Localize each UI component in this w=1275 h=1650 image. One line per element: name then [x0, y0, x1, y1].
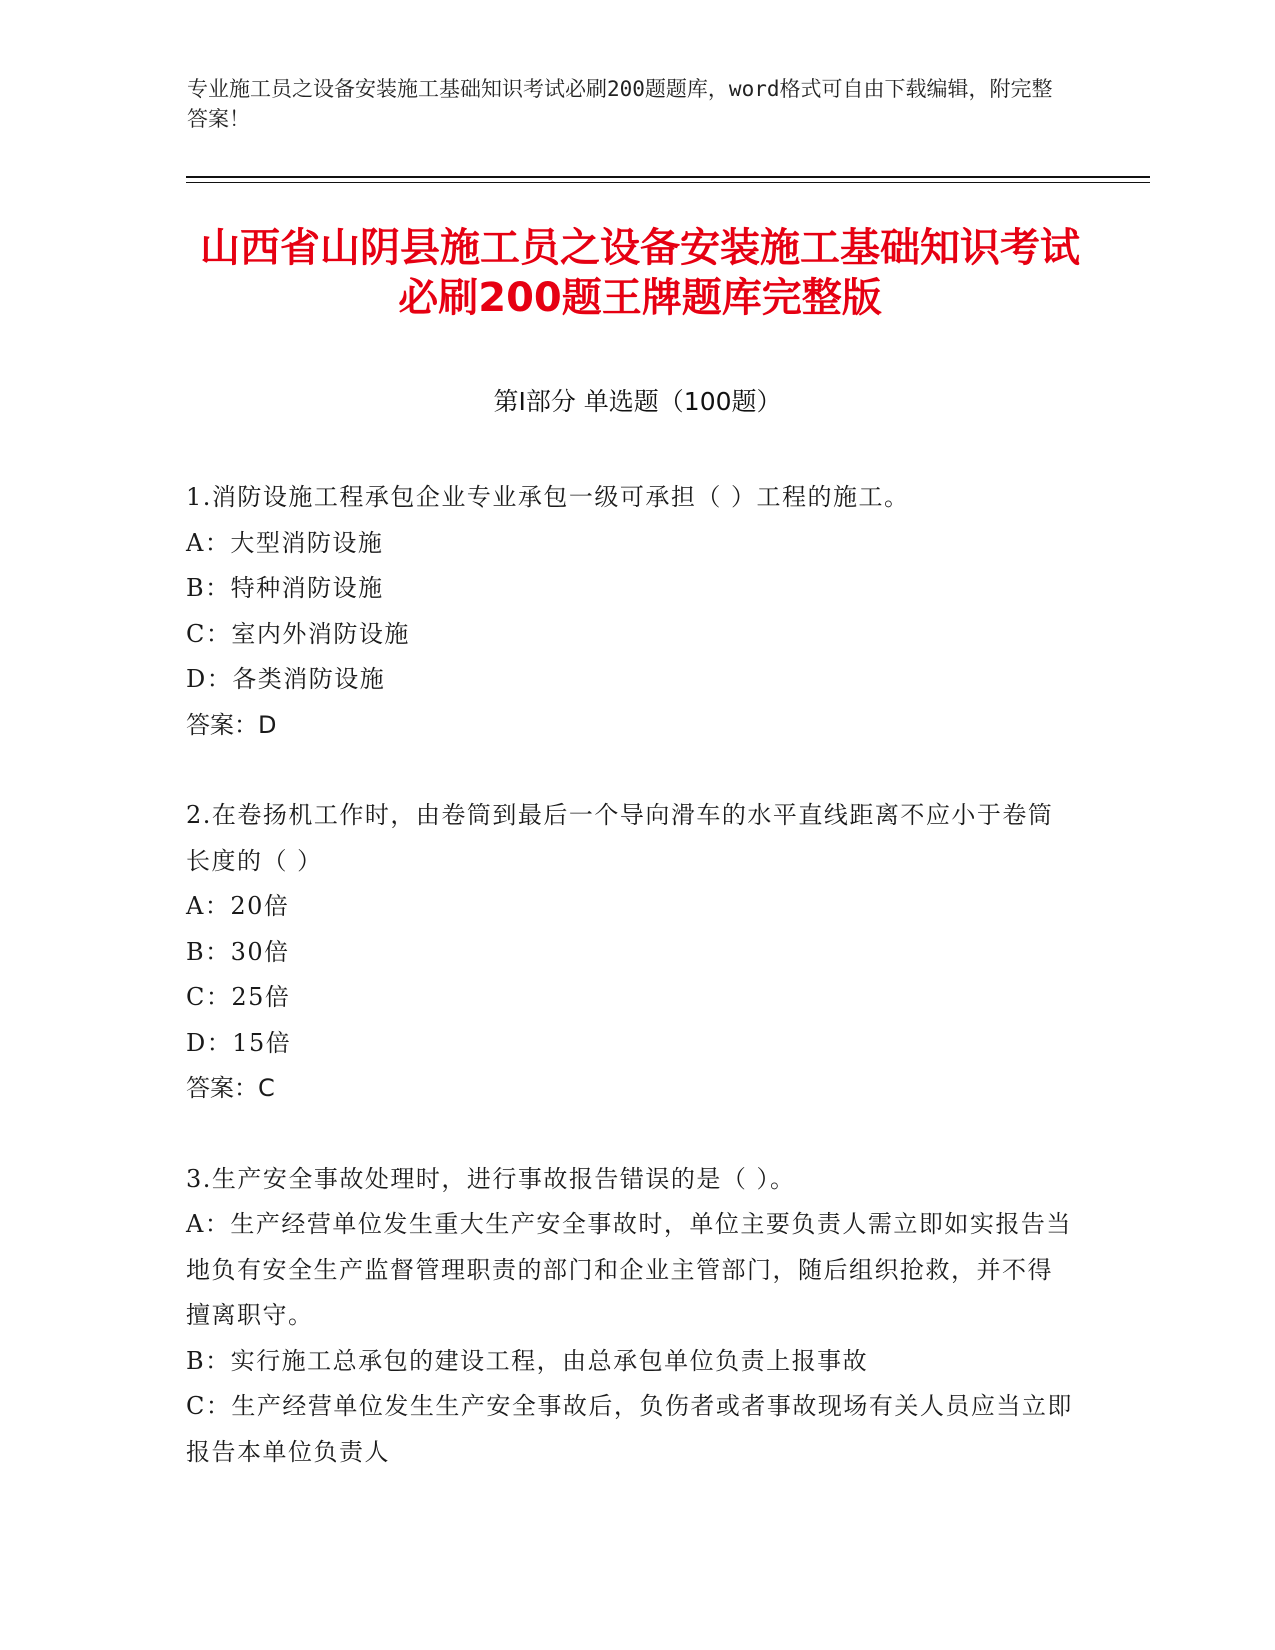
option-d: D：15倍	[186, 1028, 292, 1057]
question-list	[186, 475, 1076, 1520]
option-a: A：20倍	[186, 892, 290, 920]
question-2	[186, 793, 1076, 1112]
question-1	[186, 475, 1076, 748]
answer-line: 答案：D	[186, 710, 277, 739]
section-title: 第Ⅰ部分 单选题（100题）	[493, 387, 782, 416]
question-stem: 2.在卷扬机工作时，由卷筒到最后一个导向滑车的水平直线距离不应小于卷筒长度的（ ）	[186, 801, 1054, 875]
answer-line: 答案：C	[186, 1074, 275, 1102]
option-c: C：25倍	[186, 983, 291, 1011]
option-c: C：生产经营单位发生生产安全事故后，负伤者或者事故现场有关人员应当立即报告本单位负责人	[186, 1392, 1073, 1466]
question-3	[186, 1157, 1076, 1476]
option-a: A：大型消防设施	[186, 528, 384, 557]
option-b: B：特种消防设施	[186, 574, 384, 602]
option-c: C：室内外消防设施	[186, 619, 410, 648]
option-a: A：生产经营单位发生重大生产安全事故时，单位主要负责人需立即如实报告当地负有安全生产监督管理职责的部门和企业主管部门，随后组织抢救，并不得擅离职守。	[186, 1210, 1072, 1329]
header-divider-thin	[186, 182, 1150, 183]
header-divider-thick	[186, 176, 1150, 178]
question-stem: 3.生产安全事故处理时，进行事故报告错误的是（ ）。	[186, 1164, 796, 1193]
question-stem: 1.消防设施工程承包企业专业承包一级可承担（ ）工程的施工。	[186, 483, 910, 511]
header-note: 专业施工员之设备安装施工基础知识考试必刷200题题库，word格式可自由下载编辑，附完整答案！	[187, 77, 1053, 131]
option-d: D：各类消防设施	[186, 665, 386, 693]
option-b: B：30倍	[186, 937, 290, 966]
option-b: B：实行施工总承包的建设工程，由总承包单位负责上报事故	[186, 1346, 869, 1375]
document-title: 山西省山阴县施工员之设备安装施工基础知识考试必刷200题王牌题库完整版	[200, 225, 1080, 321]
